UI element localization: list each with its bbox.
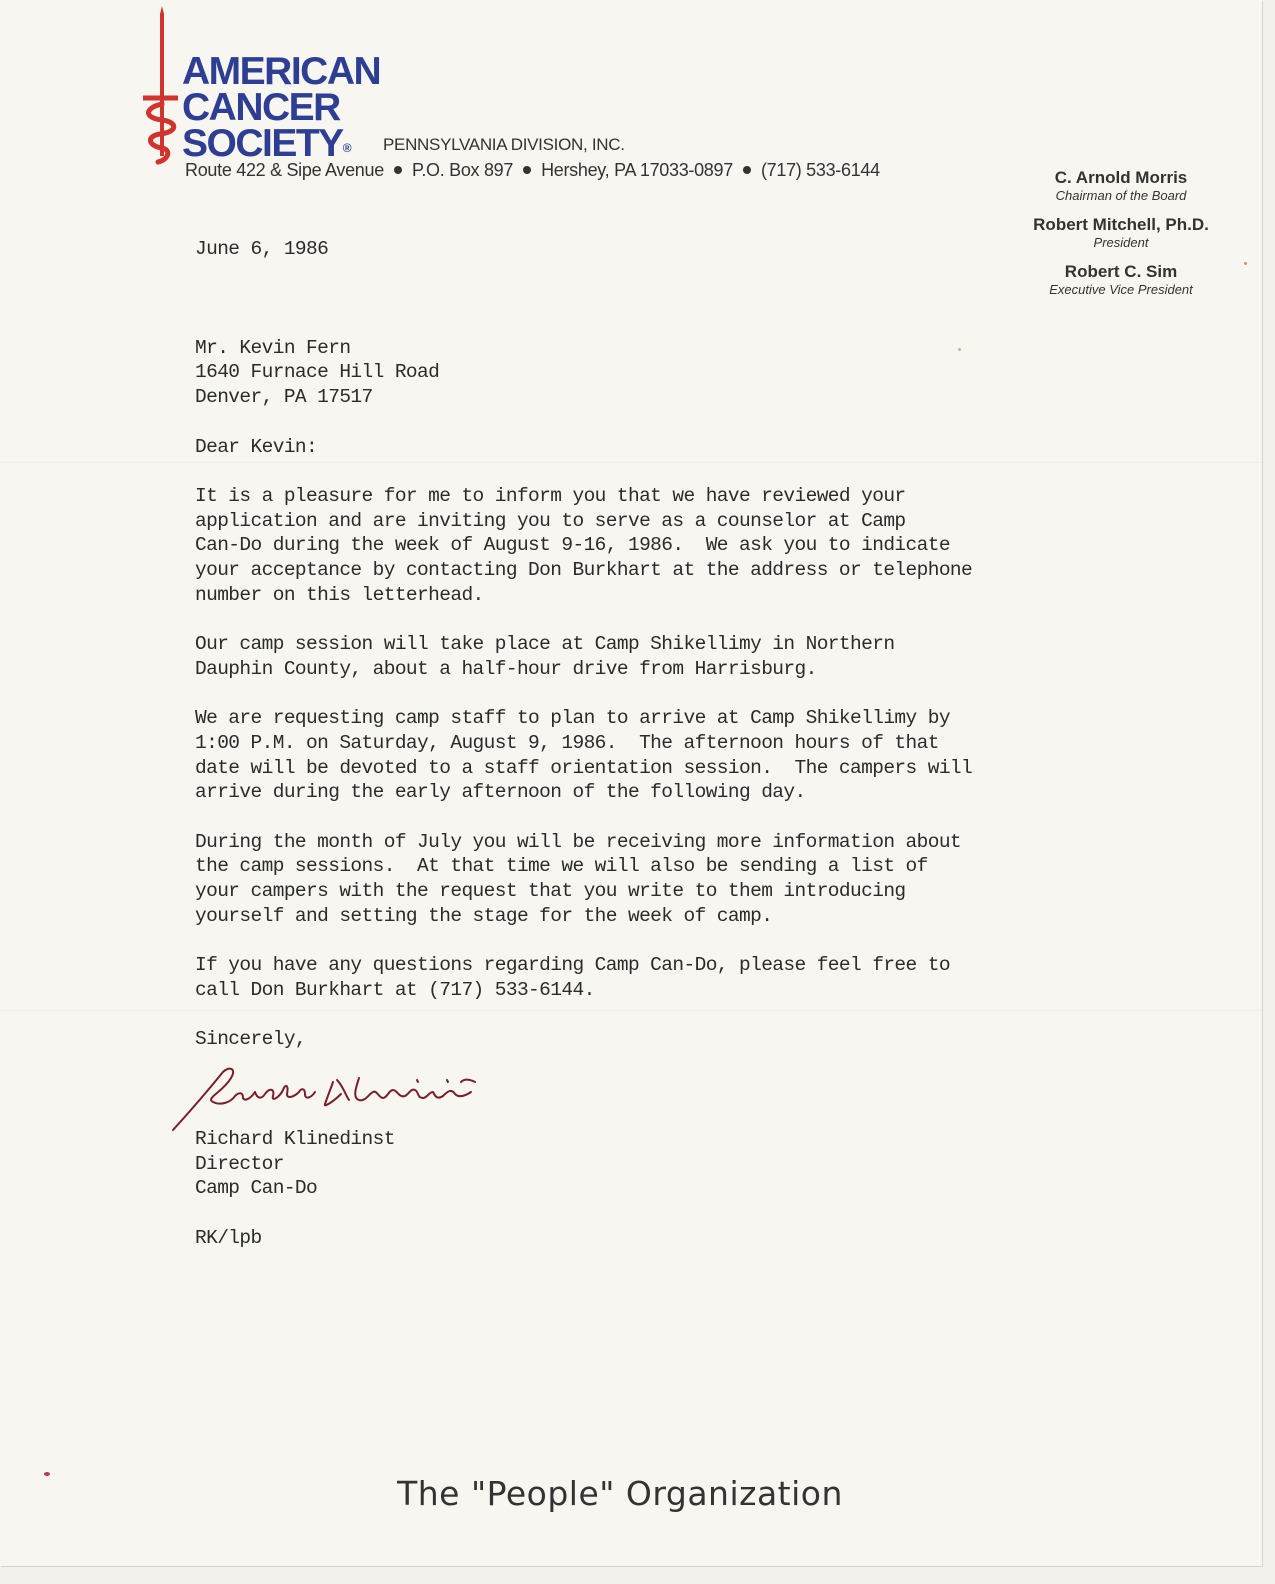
paragraph-line: your acceptance by contacting Don Burkhart at the address or telephone xyxy=(195,559,973,582)
address-phone: (717) 533-6144 xyxy=(760,160,880,180)
paragraph-line: Our camp session will take place at Camp Shikellimy in Northern xyxy=(195,633,895,656)
closing: Sincerely, xyxy=(195,1028,307,1051)
officer-name: Robert Mitchell, Ph.D. xyxy=(1033,215,1209,234)
paragraph-line: number on this letterhead. xyxy=(195,583,484,606)
ink-speck xyxy=(1244,262,1247,265)
officer-name: Robert C. Sim xyxy=(1064,262,1178,281)
sword-logo-icon xyxy=(138,6,178,166)
paragraph-line: arrive during the early afternoon of the following day. xyxy=(195,781,806,804)
paragraph-line: your campers with the request that you write to them introducing xyxy=(195,880,906,903)
bullet-icon xyxy=(743,166,751,174)
logo-line xyxy=(182,122,380,165)
signer-name: Richard Klinedinst xyxy=(195,1128,395,1150)
paragraph-line: Dauphin County, about a half-hour drive from Harrisburg. xyxy=(195,657,817,680)
recipient-line: Mr. Kevin Fern xyxy=(195,336,351,359)
signer-title: Director xyxy=(195,1152,284,1175)
letter-date: June 6, 1986 xyxy=(195,238,329,260)
address-po-box: P.O. Box 897 xyxy=(411,160,514,180)
letterhead-address xyxy=(185,160,880,181)
logo-line-text: SOCIETY xyxy=(182,122,343,165)
recipient-line: 1640 Furnace Hill Road xyxy=(195,361,440,384)
paragraph-line: date will be devoted to a staff orientation session. The campers will xyxy=(195,756,973,779)
officer-name: C. Arnold Morris xyxy=(1054,168,1188,187)
officer-title: Executive Vice President xyxy=(1049,282,1193,297)
paragraph-line: call Don Burkhart at (717) 533-6144. xyxy=(195,978,595,1001)
signature-block xyxy=(195,1127,395,1251)
division-name: PENNSYLVANIA DIVISION, INC. xyxy=(383,135,625,154)
paragraph-line: application and are inviting you to serve as a counselor at Camp xyxy=(195,509,906,532)
salutation: Dear Kevin: xyxy=(195,435,318,458)
paragraph-line: We are requesting camp staff to plan to arrive at Camp Shikellimy by xyxy=(195,707,950,730)
address-city: Hershey, PA 17033-0897 xyxy=(541,160,733,180)
paragraph-line: Can-Do during the week of August 9-16, 1986. We ask you to indicate xyxy=(195,534,950,557)
paragraph-line: 1:00 P.M. on Saturday, August 9, 1986. The afternoon hours of that xyxy=(195,731,939,754)
bullet-icon xyxy=(523,166,531,174)
footer-slogan: The "People" Organization xyxy=(397,1474,843,1513)
signer-org: Camp Can-Do xyxy=(195,1177,318,1200)
officer-title: President xyxy=(1093,235,1149,250)
logo-line: CANCER xyxy=(182,86,340,129)
officer-title: Chairman of the Board xyxy=(1055,188,1187,203)
address-street: Route 422 & Sipe Avenue xyxy=(185,160,384,180)
recipient-line: Denver, PA 17517 xyxy=(195,386,373,409)
logo-line: AMERICAN xyxy=(182,50,381,93)
ink-speck xyxy=(44,1472,50,1476)
registered-mark: ® xyxy=(342,141,352,155)
paragraph-line: During the month of July you will be receiving more information about xyxy=(195,830,962,853)
paragraph-line: the camp sessions. At that time we will also be sending a list of xyxy=(195,855,928,878)
reference-initials: RK/lpb xyxy=(195,1226,262,1249)
officer xyxy=(1005,168,1237,203)
ink-speck xyxy=(958,348,961,351)
letter-body xyxy=(195,237,1095,1052)
org-logo-text xyxy=(182,50,381,165)
handwritten-signature xyxy=(165,1058,525,1138)
bullet-icon xyxy=(394,166,402,174)
paragraph-line: yourself and setting the stage for the week of camp. xyxy=(195,904,773,927)
paragraph-line: If you have any questions regarding Camp Can-Do, please feel free to xyxy=(195,954,950,977)
paragraph-line: It is a pleasure for me to inform you that we have reviewed your xyxy=(195,484,906,507)
